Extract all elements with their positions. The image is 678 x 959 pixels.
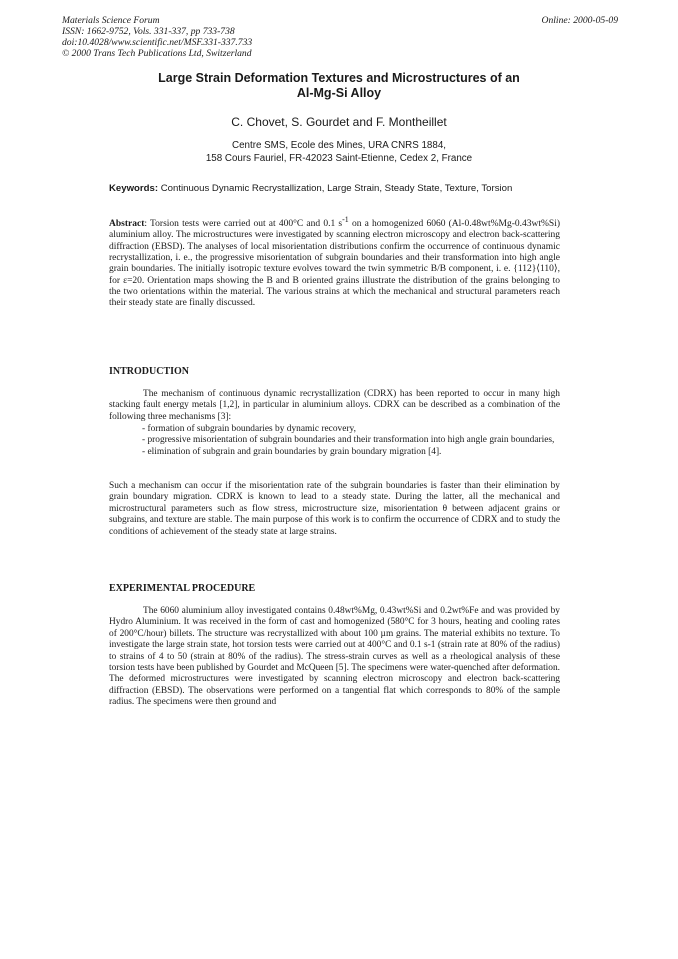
- issn-line: ISSN: 1662-9752, Vols. 331-337, pp 733-738: [62, 25, 235, 37]
- keywords-label: Keywords:: [109, 183, 159, 194]
- doi-line[interactable]: doi:10.4028/www.scientific.net/MSF.331-337.733: [62, 36, 253, 48]
- intro-heading: INTRODUCTION: [109, 366, 190, 377]
- intro-paragraph-1: The mechanism of continuous dynamic recrystallization (CDRX) has been reported to occur in many high stacking fault energy metals [1,2], in particular in aluminium alloys. CDRX can be described as a combination of the following three mechanisms [3]:: [109, 389, 560, 422]
- intro-bullet-3: - elimination of subgrain and grain boundaries by grain boundary migration [4].: [142, 446, 442, 457]
- affiliation-line-1: Centre SMS, Ecole des Mines, URA CNRS 1884,: [232, 140, 446, 151]
- abstract-text-3: component, i. e. {112}⟨110⟩, for ε=20. Orientation maps showing the B and B oriented grains illustrate the distribution of the grains belonging to the two orientations within the material. The various strains at which the mechanical and structural parameters reach their steady state are finally discussed.: [109, 264, 560, 309]
- intro-bullet-2: - progressive misorientation of subgrain boundaries and their transformation into high angle grain boundaries,: [142, 435, 555, 446]
- online-date: Online: 2000-05-09: [541, 15, 618, 26]
- abstract-text-2: on a homogenized 6060 (Al-0.48wt%Mg-0.43wt%Si) aluminium alloy. The microstructures were investigated by scanning electron microscopy and electron back-scattering diffraction (EBSD). The analyses of local misorientation distributions confirm the occurrence of continuous dynamic recrystallization, i. e., the progressive misorientation of subgrain boundaries and their transformation into high angle grain boundaries. The initially isotropic texture evolves toward the twin symmetric: [109, 219, 560, 275]
- copyright-line: © 2000 Trans Tech Publications Ltd, Switzerland: [62, 47, 252, 59]
- abstract-superscript: -1: [342, 215, 349, 224]
- intro-bullet-1: - formation of subgrain boundaries by dynamic recovery,: [142, 424, 356, 434]
- affiliation-line-2: 158 Cours Fauriel, FR-42023 Saint-Etienne, Cedex 2, France: [205, 153, 473, 164]
- abstract-text-1: : Torsion tests were carried out at 400°C and 0.1 s: [144, 219, 343, 230]
- abstract-b-bbar: B/B: [430, 264, 447, 275]
- intro-paragraph-2: Such a mechanism can occur if the misorientation rate of the subgrain boundaries is faster than their elimination by grain boundary migration. CDRX is known to lead to a steady state. During the latter, all the mechanical and microstructural parameters such as flow stress, microstructure size, misorientation θ between adjacent grains or subgrains, and texture are stable. The main purpose of this work is to confirm the occurrence of CDRX and to study the conditions of achievement of the steady state at large strains.: [109, 481, 560, 537]
- authors: C. Chovet, S. Gourdet and F. Montheillet: [231, 115, 447, 129]
- title-line-1: Large Strain Deformation Textures and Microstructures of an: [158, 71, 520, 85]
- abstract: [109, 214, 560, 310]
- paper-title: [0, 71, 678, 101]
- abstract-label: Abstract: [109, 219, 145, 230]
- intro-bullet-list: [142, 424, 562, 458]
- keywords-text: Continuous Dynamic Recrystallization, Large Strain, Steady State, Texture, Torsion: [160, 183, 513, 194]
- journal-header: [62, 16, 618, 60]
- experimental-paragraph-1: The 6060 aluminium alloy investigated contains 0.48wt%Mg, 0.43wt%Si and 0.2wt%Fe and was provided by Hydro Aluminium. It was received in the form of cast and homogenized (580°C for 3 hours, heating and cooling rates of 200°C/hour) billets. The structure was recrystallized with about 100 µm grains. The material exhibits no texture. To investigate the large strain state, hot torsion tests were carried out at 400°C and 0.1 s-1 (strain rate at 80% of the radius) to strains of 4 to 50 (strain at 80% of the radius). The stress-strain curves as well as a rheological analysis of these torsion tests have been published by Gourdet and McQueen [5]. The specimens were water-quenched after deformation. The deformed microstructures were investigated by scanning electron microscopy and electron back-scattering diffraction (EBSD). The observations were performed on a tangential flat which corresponds to 80% of the sample radius. The specimens were then ground and: [109, 606, 560, 708]
- experimental-heading: EXPERIMENTAL PROCEDURE: [109, 583, 256, 594]
- keywords: [109, 183, 629, 194]
- affiliation: [0, 139, 678, 165]
- journal-name: Materials Science Forum: [62, 15, 160, 26]
- title-line-2: Al-Mg-Si Alloy: [296, 86, 382, 100]
